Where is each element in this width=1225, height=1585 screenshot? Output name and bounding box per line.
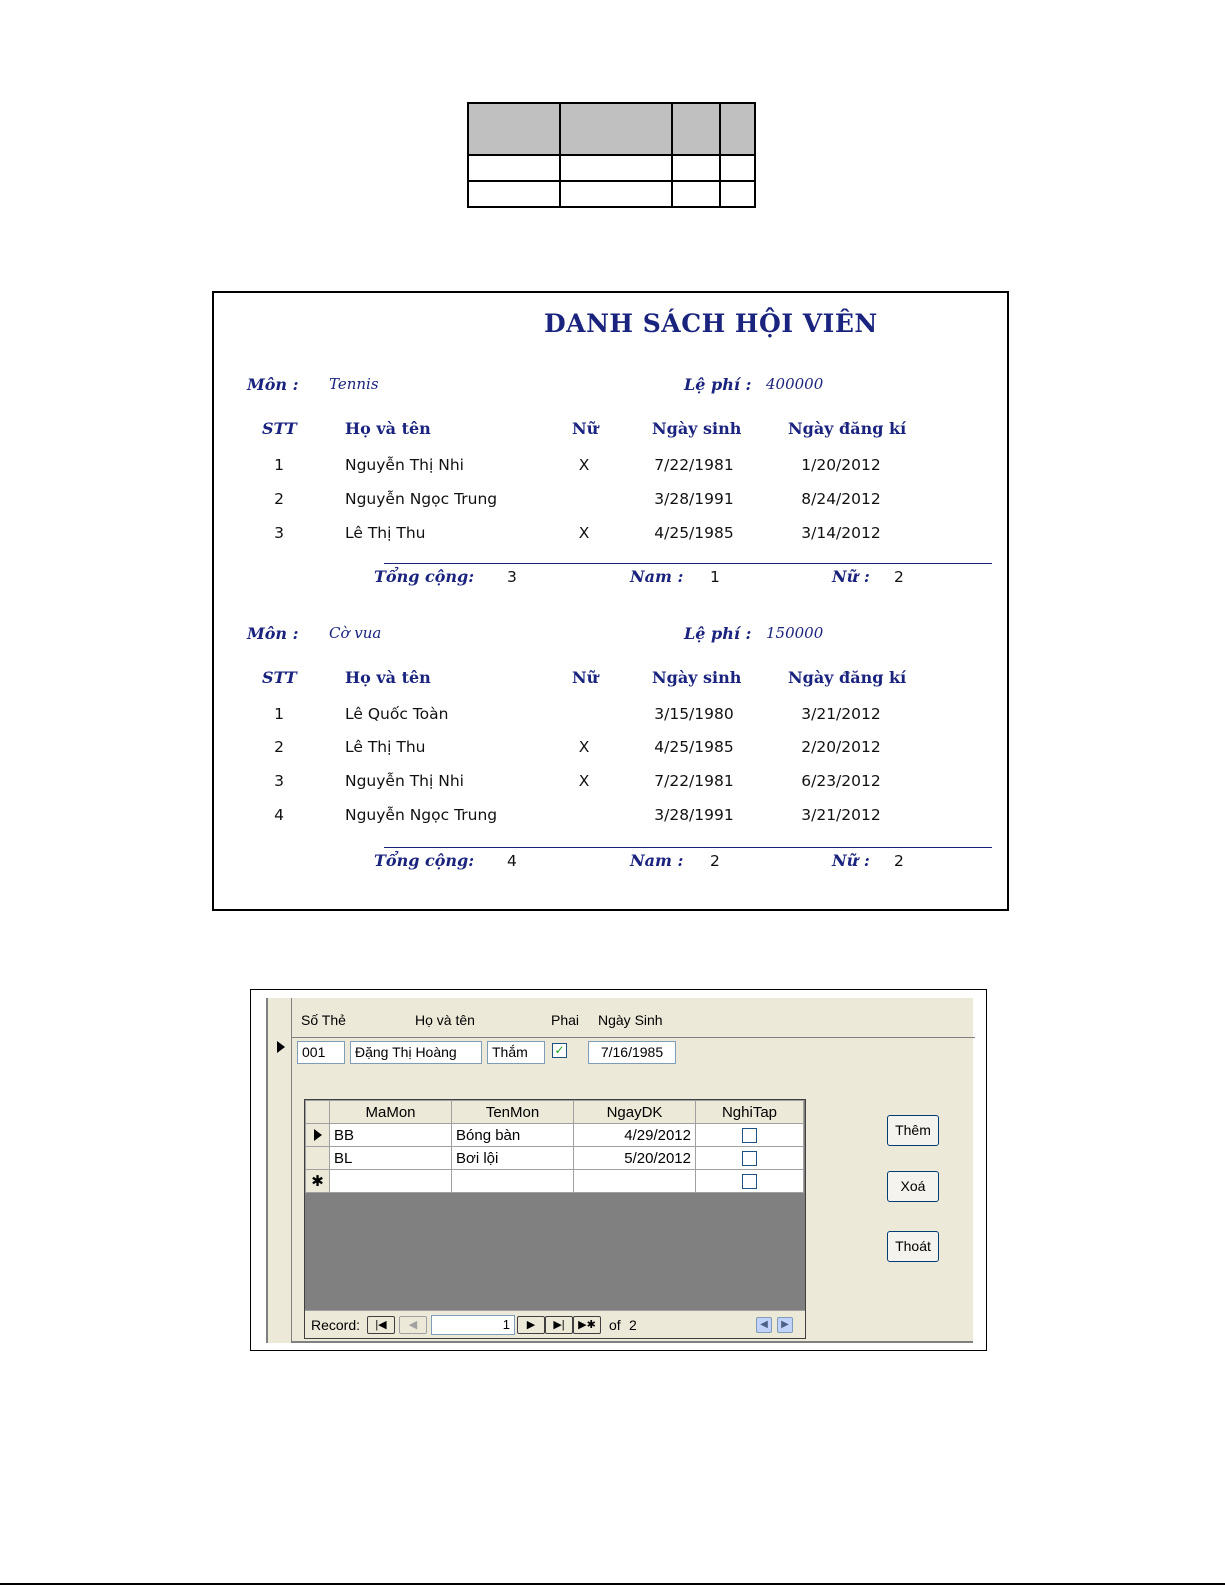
registration-subform [304,1099,806,1339]
table-cell [672,181,720,207]
total-records: 2 [629,1317,637,1333]
of-label: of [609,1317,621,1333]
new-record-icon: ✱ [306,1170,330,1193]
col-ngay-dang-ki: Ngày đăng kí [788,419,907,438]
member-form [266,998,973,1343]
cell-mamon[interactable]: BB [330,1124,452,1147]
table-cell [720,181,755,207]
col-nu: Nữ [572,419,599,438]
row-selector[interactable] [306,1147,330,1170]
mon-label: Môn : [247,375,299,394]
ho-input[interactable]: Đặng Thị Hoàng [350,1041,482,1064]
row-nu: X [578,738,590,756]
table-header-cell [720,103,755,155]
row-name: Lê Thị Thu [345,738,426,756]
row-nu: X [578,456,590,474]
row-name: Nguyễn Thị Nhi [345,772,464,790]
table-cell [720,155,755,181]
nu-total-value: 2 [894,568,904,586]
cell-mamon[interactable]: BL [330,1147,452,1170]
row-stt: 2 [274,490,284,508]
empty-table [467,102,756,208]
phai-label: Phai [551,1012,580,1028]
group-divider [384,563,992,564]
col-mamon[interactable]: MaMon [330,1101,452,1124]
ho-ten-label: Họ và tên [415,1012,475,1028]
row-ngay-dang-ki: 8/24/2012 [801,490,881,508]
table-cell [672,155,720,181]
col-nghitap[interactable]: NghiTap [696,1101,804,1124]
cell-ngaydk[interactable] [574,1170,696,1193]
row-stt: 3 [274,772,284,790]
so-the-label: Số Thẻ [301,1012,346,1028]
current-record-icon [277,1041,285,1053]
tong-cong-value: 3 [507,568,517,586]
row-stt: 1 [274,456,284,474]
le-phi-label: Lệ phí : [684,375,752,394]
col-stt: STT [262,419,297,438]
cell-mamon[interactable] [330,1170,452,1193]
ngay-sinh-input[interactable]: 7/16/1985 [588,1041,676,1064]
row-stt: 2 [274,738,284,756]
row-ngay-dang-ki: 1/20/2012 [801,456,881,474]
cell-nghitap[interactable] [696,1124,804,1147]
last-record-button[interactable]: ▶| [545,1316,573,1334]
ten-input[interactable]: Thắm [487,1041,545,1064]
col-ho-ten: Họ và tên [345,668,431,687]
table-header-cell [468,103,560,155]
row-selector[interactable] [306,1124,330,1147]
nam-label: Nam : [630,851,684,870]
xoa-button[interactable]: Xoá [887,1171,939,1202]
cell-ngaydk[interactable]: 4/29/2012 [574,1124,696,1147]
them-button[interactable]: Thêm [887,1115,939,1146]
tong-cong-label: Tổng cộng: [374,851,475,870]
row-ngay-sinh: 3/15/1980 [654,705,734,723]
tong-cong-label: Tổng cộng: [374,567,475,586]
cell-tenmon[interactable]: Bơi lội [452,1147,574,1170]
tong-cong-value: 4 [507,852,517,870]
row-ngay-sinh: 4/25/1985 [654,524,734,542]
col-ngay-dang-ki: Ngày đăng kí [788,668,907,687]
subform-datasheet [305,1100,804,1193]
row-name: Nguyễn Thị Nhi [345,456,464,474]
phai-checkbox[interactable]: ✓ [552,1043,567,1058]
row-ngay-dang-ki: 2/20/2012 [801,738,881,756]
nam-value: 2 [710,852,720,870]
row-name: Lê Quốc Toàn [345,705,449,723]
cell-nghitap[interactable] [696,1147,804,1170]
nghitap-checkbox[interactable] [742,1151,757,1166]
table-header-cell [560,103,672,155]
col-stt: STT [262,668,297,687]
mon-value: Tennis [329,375,379,393]
current-row-icon [314,1129,322,1141]
table-cell [468,181,560,207]
so-the-input[interactable]: 001 [297,1041,345,1064]
next-record-button[interactable]: ▶ [517,1316,545,1334]
row-name: Lê Thị Thu [345,524,426,542]
header-divider [292,1037,975,1038]
record-label: Record: [311,1317,361,1333]
record-number-input[interactable]: 1 [431,1315,515,1335]
row-name: Nguyễn Ngọc Trung [345,806,498,824]
report-title: DANH SÁCH HỘI VIÊN [544,309,878,338]
mon-label: Môn : [247,624,299,643]
corner-cell[interactable] [306,1101,330,1124]
nghitap-checkbox[interactable] [742,1174,757,1189]
table-row[interactable] [306,1124,804,1147]
table-header-cell [672,103,720,155]
cell-nghitap[interactable] [696,1170,804,1193]
previous-record-button[interactable]: ◀ [399,1316,427,1334]
nu-total-value: 2 [894,852,904,870]
row-stt: 1 [274,705,284,723]
col-ho-ten: Họ và tên [345,419,431,438]
nu-total-label: Nữ : [832,851,870,870]
row-name: Nguyễn Ngọc Trung [345,490,498,508]
member-report [212,291,1009,911]
le-phi-value: 400000 [766,375,824,393]
table-cell [560,155,672,181]
cell-ngaydk[interactable]: 5/20/2012 [574,1147,696,1170]
row-nu: X [578,772,590,790]
col-nu: Nữ [572,668,599,687]
row-ngay-dang-ki: 3/14/2012 [801,524,881,542]
row-ngay-sinh: 3/28/1991 [654,490,734,508]
record-navigation-bar [305,1310,805,1338]
thoat-button[interactable]: Thoát [887,1231,939,1262]
scroll-right-icon[interactable]: ▶ [777,1317,793,1333]
row-ngay-sinh: 4/25/1985 [654,738,734,756]
col-ngay-sinh: Ngày sinh [652,419,742,438]
ngay-sinh-label: Ngày Sinh [598,1012,663,1028]
le-phi-label: Lệ phí : [684,624,752,643]
group-divider [384,847,992,848]
first-record-button[interactable]: |◀ [367,1316,395,1334]
col-tenmon[interactable]: TenMon [452,1101,574,1124]
nghitap-checkbox[interactable] [742,1128,757,1143]
row-ngay-dang-ki: 6/23/2012 [801,772,881,790]
new-record-row[interactable] [306,1170,804,1193]
scroll-left-icon[interactable]: ◀ [756,1317,772,1333]
table-row[interactable] [306,1147,804,1170]
row-stt: 4 [274,806,284,824]
cell-tenmon[interactable]: Bóng bàn [452,1124,574,1147]
row-ngay-dang-ki: 3/21/2012 [801,806,881,824]
row-nu: X [578,524,590,542]
col-ngay-sinh: Ngày sinh [652,668,742,687]
le-phi-value: 150000 [766,624,824,642]
nam-value: 1 [710,568,720,586]
row-ngay-sinh: 7/22/1981 [654,772,734,790]
col-ngaydk[interactable]: NgayDK [574,1101,696,1124]
table-cell [560,181,672,207]
nam-label: Nam : [630,567,684,586]
cell-tenmon[interactable] [452,1170,574,1193]
row-ngay-dang-ki: 3/21/2012 [801,705,881,723]
table-cell [468,155,560,181]
new-record-button[interactable]: ▶✱ [573,1316,601,1334]
row-ngay-sinh: 3/28/1991 [654,806,734,824]
row-ngay-sinh: 7/22/1981 [654,456,734,474]
member-form-window [250,989,987,1351]
nu-total-label: Nữ : [832,567,870,586]
mon-value: Cờ vua [329,624,382,642]
row-stt: 3 [274,524,284,542]
